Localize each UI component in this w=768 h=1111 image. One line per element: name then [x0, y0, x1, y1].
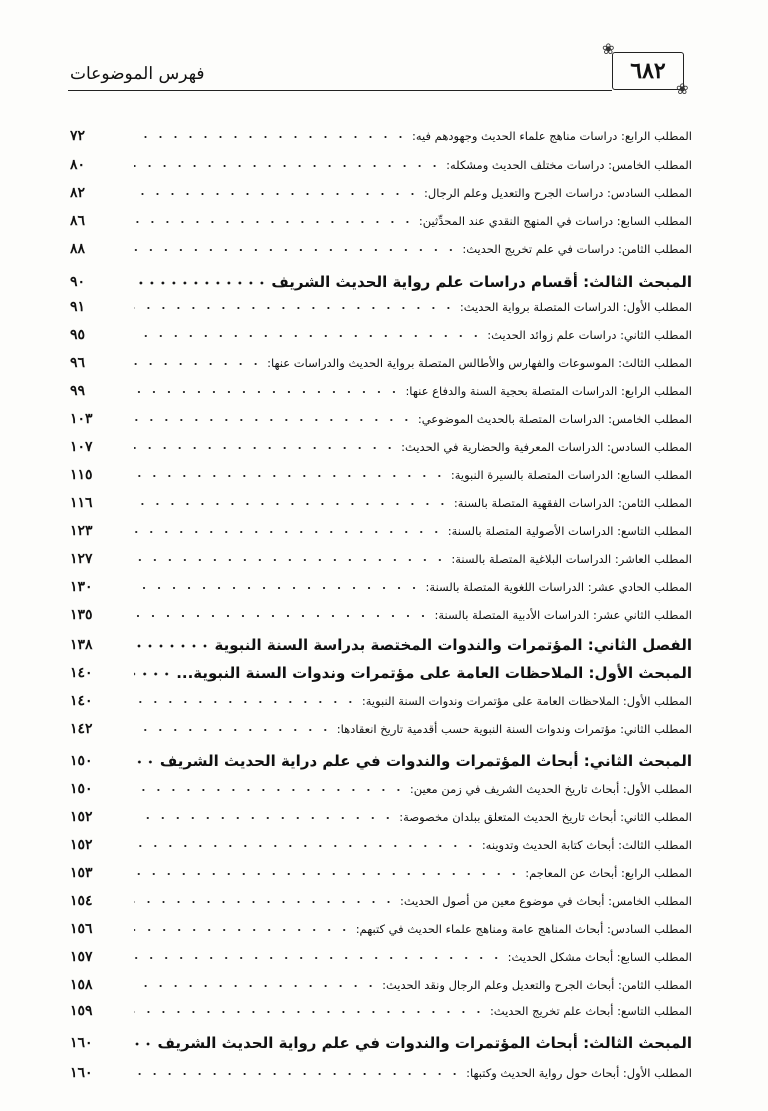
toc-entry-label: المطلب الرابع: دراسات مناهج علماء الحديث وجهودهم فيه:	[412, 129, 692, 143]
toc-heading-label: المبحث الأول: الملاحظات العامة على مؤتمرات وندوات السنة النبوية...	[176, 664, 692, 682]
toc-page-number: ١٥٢	[70, 837, 93, 853]
toc-entry-label: المطلب السابع: الدراسات المتصلة بالسيرة النبوية:	[450, 468, 692, 482]
toc-entry-row	[70, 1058, 692, 1082]
dot-leader	[134, 585, 422, 591]
toc-page-number: ١٣٨	[70, 637, 93, 653]
toc-page-number: ١٣٠	[70, 579, 93, 595]
dot-leader	[134, 899, 396, 905]
toc-page-number: ٨٢	[70, 185, 86, 201]
dot-leader	[134, 389, 401, 395]
dot-leader	[134, 671, 172, 677]
toc-page-number: ١٥٧	[70, 949, 93, 965]
toc-entry-label: المطلب السادس: أبحاث المناهج عامة ومناهج علماء الحديث في كتبهم:	[355, 922, 692, 936]
toc-entry-label: المطلب السابع: أبحاث مشكل الحديث:	[507, 950, 692, 964]
dot-leader	[134, 247, 458, 253]
toc-entry-label: المطلب السادس: دراسات الجرح والتعديل وعلم الرجال:	[423, 186, 692, 200]
toc-entry-label: المطلب الثامن: دراسات في علم تخريج الحديث:	[462, 242, 692, 256]
toc-entry-row	[70, 858, 692, 882]
toc-entry-label: المطلب الثاني: دراسات علم زوائد الحديث:	[487, 328, 692, 342]
floral-ornament-icon: ❀	[602, 40, 615, 58]
toc-entry-row	[70, 376, 692, 400]
toc-entry-row	[70, 572, 692, 596]
dot-leader	[134, 727, 333, 733]
toc-entry-label: المطلب الرابع: أبحاث عن المعاجم:	[525, 866, 692, 880]
toc-entry-label: المطلب العاشر: الدراسات البلاغية المتصلة بالسنة:	[451, 552, 692, 566]
page-number-box	[612, 52, 684, 90]
dot-leader	[134, 305, 456, 311]
toc-entry-label: المطلب السادس: الدراسات المعرفية والحضارية في الحديث:	[401, 440, 692, 454]
dot-leader	[134, 557, 447, 563]
dot-leader	[134, 473, 447, 479]
dot-leader	[134, 219, 415, 225]
toc-entry-label: المطلب التاسع: أبحاث علم تخريج الحديث:	[489, 1004, 692, 1018]
toc-entry-label: المطلب الثاني: أبحاث تاريخ الحديث المتعلق ببلدان مخصوصة:	[399, 810, 692, 824]
toc-heading-label: المبحث الثالث: أقسام دراسات علم رواية الحديث الشريف	[271, 273, 692, 291]
dot-leader	[134, 983, 378, 989]
toc-page-number: ٨٨	[70, 241, 86, 257]
toc-entry-row	[70, 348, 692, 372]
toc-entry-row	[70, 121, 692, 145]
toc-heading-label: المبحث الثاني: أبحاث المؤتمرات والندوات في علم دراية الحديث الشريف	[159, 752, 692, 770]
toc-heading-row	[70, 626, 692, 654]
toc-entry-label: المطلب الخامس: أبحاث في موضوع معين من أصول الحديث:	[400, 894, 692, 908]
dot-leader	[134, 759, 156, 765]
dot-leader	[134, 643, 211, 649]
toc-heading-label: الفصل الثاني: المؤتمرات والندوات المختصة بدراسة السنة النبوية	[214, 636, 692, 654]
toc-page-number: ١٥٠	[70, 781, 93, 797]
toc-page-number: ١٥٠	[70, 753, 93, 769]
toc-entry-row	[70, 600, 692, 624]
dot-leader	[134, 1071, 462, 1077]
toc-entry-row	[70, 686, 692, 710]
toc-entry-label: المطلب الثالث: الموسوعات والفهارس والأطالس المتصلة برواية الحديث والدراسات عنها:	[267, 356, 692, 370]
toc-entry-label: المطلب الثامن: الدراسات الفقهية المتصلة بالسنة:	[453, 496, 692, 510]
toc-entry-label: المطلب الخامس: دراسات مختلف الحديث ومشكله:	[446, 158, 692, 172]
dot-leader	[134, 134, 408, 140]
dot-leader	[134, 417, 414, 423]
toc-entry-label: المطلب السابع: دراسات في المنهج النقدي عند المحدِّثين:	[418, 214, 692, 228]
dot-leader	[134, 927, 352, 933]
toc-entry-row	[70, 942, 692, 966]
toc-entry-label: المطلب الحادي عشر: الدراسات اللغوية المتصلة بالسنة:	[425, 580, 692, 594]
dot-leader	[134, 191, 420, 197]
toc-page-number: ١٢٣	[70, 523, 93, 539]
dot-leader	[134, 1041, 154, 1047]
toc-entry-row	[70, 774, 692, 798]
dot-leader	[134, 871, 521, 877]
toc-page-number: ١٤٠	[70, 693, 93, 709]
dot-leader	[134, 1009, 486, 1015]
toc-page-number: ٨٠	[70, 157, 86, 173]
dot-leader	[134, 787, 406, 793]
toc-entry-label: المطلب الخامس: الدراسات المتصلة بالحديث الموضوعي:	[417, 412, 692, 426]
toc-entry-label: المطلب الأول: الملاحظات العامة على مؤتمرات وندوات السنة النبوية:	[361, 694, 692, 708]
dot-leader	[134, 163, 442, 169]
running-title: فهرس الموضوعات	[70, 64, 205, 84]
toc-entry-label: المطلب الثاني: مؤتمرات وندوات السنة النبوية حسب أقدمية تاريخ انعقادها:	[336, 722, 692, 736]
dot-leader	[134, 613, 430, 619]
dot-leader	[134, 815, 395, 821]
page-header	[0, 0, 768, 110]
toc-page-number: ٩١	[70, 299, 86, 315]
toc-page-number: ٩٦	[70, 355, 86, 371]
toc-heading-row	[70, 654, 692, 682]
toc-page-number: ١٥٩	[70, 1003, 93, 1019]
toc-entry-row	[70, 178, 692, 202]
floral-ornament-icon: ❀	[676, 80, 689, 98]
toc-entry-row	[70, 206, 692, 230]
toc-entry-label: المطلب الثاني عشر: الدراسات الأدبية المتصلة بالسنة:	[434, 608, 692, 622]
dot-leader	[134, 529, 444, 535]
toc-entry-row	[70, 516, 692, 540]
toc-heading-row	[70, 1024, 692, 1052]
toc-heading-label: المبحث الثالث: أبحاث المؤتمرات والندوات في علم رواية الحديث الشريف	[157, 1034, 692, 1052]
toc-entry-row	[70, 970, 692, 994]
toc-entry-row	[70, 404, 692, 428]
toc-page-number: ١٤٠	[70, 665, 93, 681]
dot-leader	[134, 445, 397, 451]
toc-entry-row	[70, 460, 692, 484]
toc-page-number: ١٣٥	[70, 607, 93, 623]
dot-leader	[134, 280, 267, 286]
toc-page-number: ٩٥	[70, 327, 86, 343]
toc-entry-label: المطلب الرابع: الدراسات المتصلة بحجية السنة والدفاع عنها:	[405, 384, 692, 398]
toc-entry-row	[70, 150, 692, 174]
toc-page-number: ١٤٢	[70, 721, 93, 737]
toc-entry-label: المطلب الأول: أبحاث تاريخ الحديث الشريف في زمن معين:	[409, 782, 692, 796]
toc-entry-row	[70, 320, 692, 344]
toc-page-number: ١٥٤	[70, 893, 93, 909]
toc-page-number: ٧٢	[70, 128, 86, 144]
toc-page-number: ٩٠	[70, 274, 86, 290]
dot-leader	[134, 955, 504, 961]
toc-entry-row	[70, 830, 692, 854]
dot-leader	[134, 333, 483, 339]
toc-page-number: ١٠٧	[70, 439, 93, 455]
toc-entry-row	[70, 802, 692, 826]
toc-entry-row	[70, 544, 692, 568]
toc-page-number: ١٢٧	[70, 551, 93, 567]
toc-page-number: ١١٦	[70, 495, 93, 511]
toc-heading-row	[70, 742, 692, 770]
page-number: ٦٨٢	[630, 58, 666, 84]
toc-page-number: ١٠٣	[70, 411, 93, 427]
toc-entry-label: المطلب الأول: أبحاث حول رواية الحديث وكتبها:	[466, 1066, 692, 1080]
toc-page-number: ٩٩	[70, 383, 86, 399]
dot-leader	[134, 361, 263, 367]
dot-leader	[134, 501, 450, 507]
toc-page-number: ١٥٨	[70, 977, 93, 993]
toc-entry-row	[70, 886, 692, 910]
toc-entry-row	[70, 996, 692, 1020]
dot-leader	[134, 843, 478, 849]
toc-page-number: ٨٦	[70, 213, 86, 229]
toc-entry-row	[70, 432, 692, 456]
toc-entry-label: المطلب التاسع: الدراسات الأصولية المتصلة بالسنة:	[447, 524, 692, 538]
toc-heading-row	[70, 263, 692, 291]
toc-entry-label: المطلب الثامن: أبحاث الجرح والتعديل وعلم الرجال ونقد الحديث:	[382, 978, 692, 992]
toc-entry-row	[70, 292, 692, 316]
header-rule	[68, 90, 612, 91]
dot-leader	[134, 699, 358, 705]
toc-entry-row	[70, 488, 692, 512]
toc-entry-label: المطلب الأول: الدراسات المتصلة برواية الحديث:	[459, 300, 692, 314]
toc-entry-row	[70, 914, 692, 938]
toc-entry-row	[70, 714, 692, 738]
toc-entry-row	[70, 234, 692, 258]
toc-entry-label: المطلب الثالث: أبحاث كتابة الحديث وتدوينه:	[481, 838, 692, 852]
toc-page-number: ١٥٦	[70, 921, 93, 937]
toc-page-number: ١٥٢	[70, 809, 93, 825]
toc-page-number: ١٥٣	[70, 865, 93, 881]
toc-page-number: ١٦٠	[70, 1035, 93, 1051]
toc-page-number: ١١٥	[70, 467, 93, 483]
toc-page-number: ١٦٠	[70, 1065, 93, 1081]
